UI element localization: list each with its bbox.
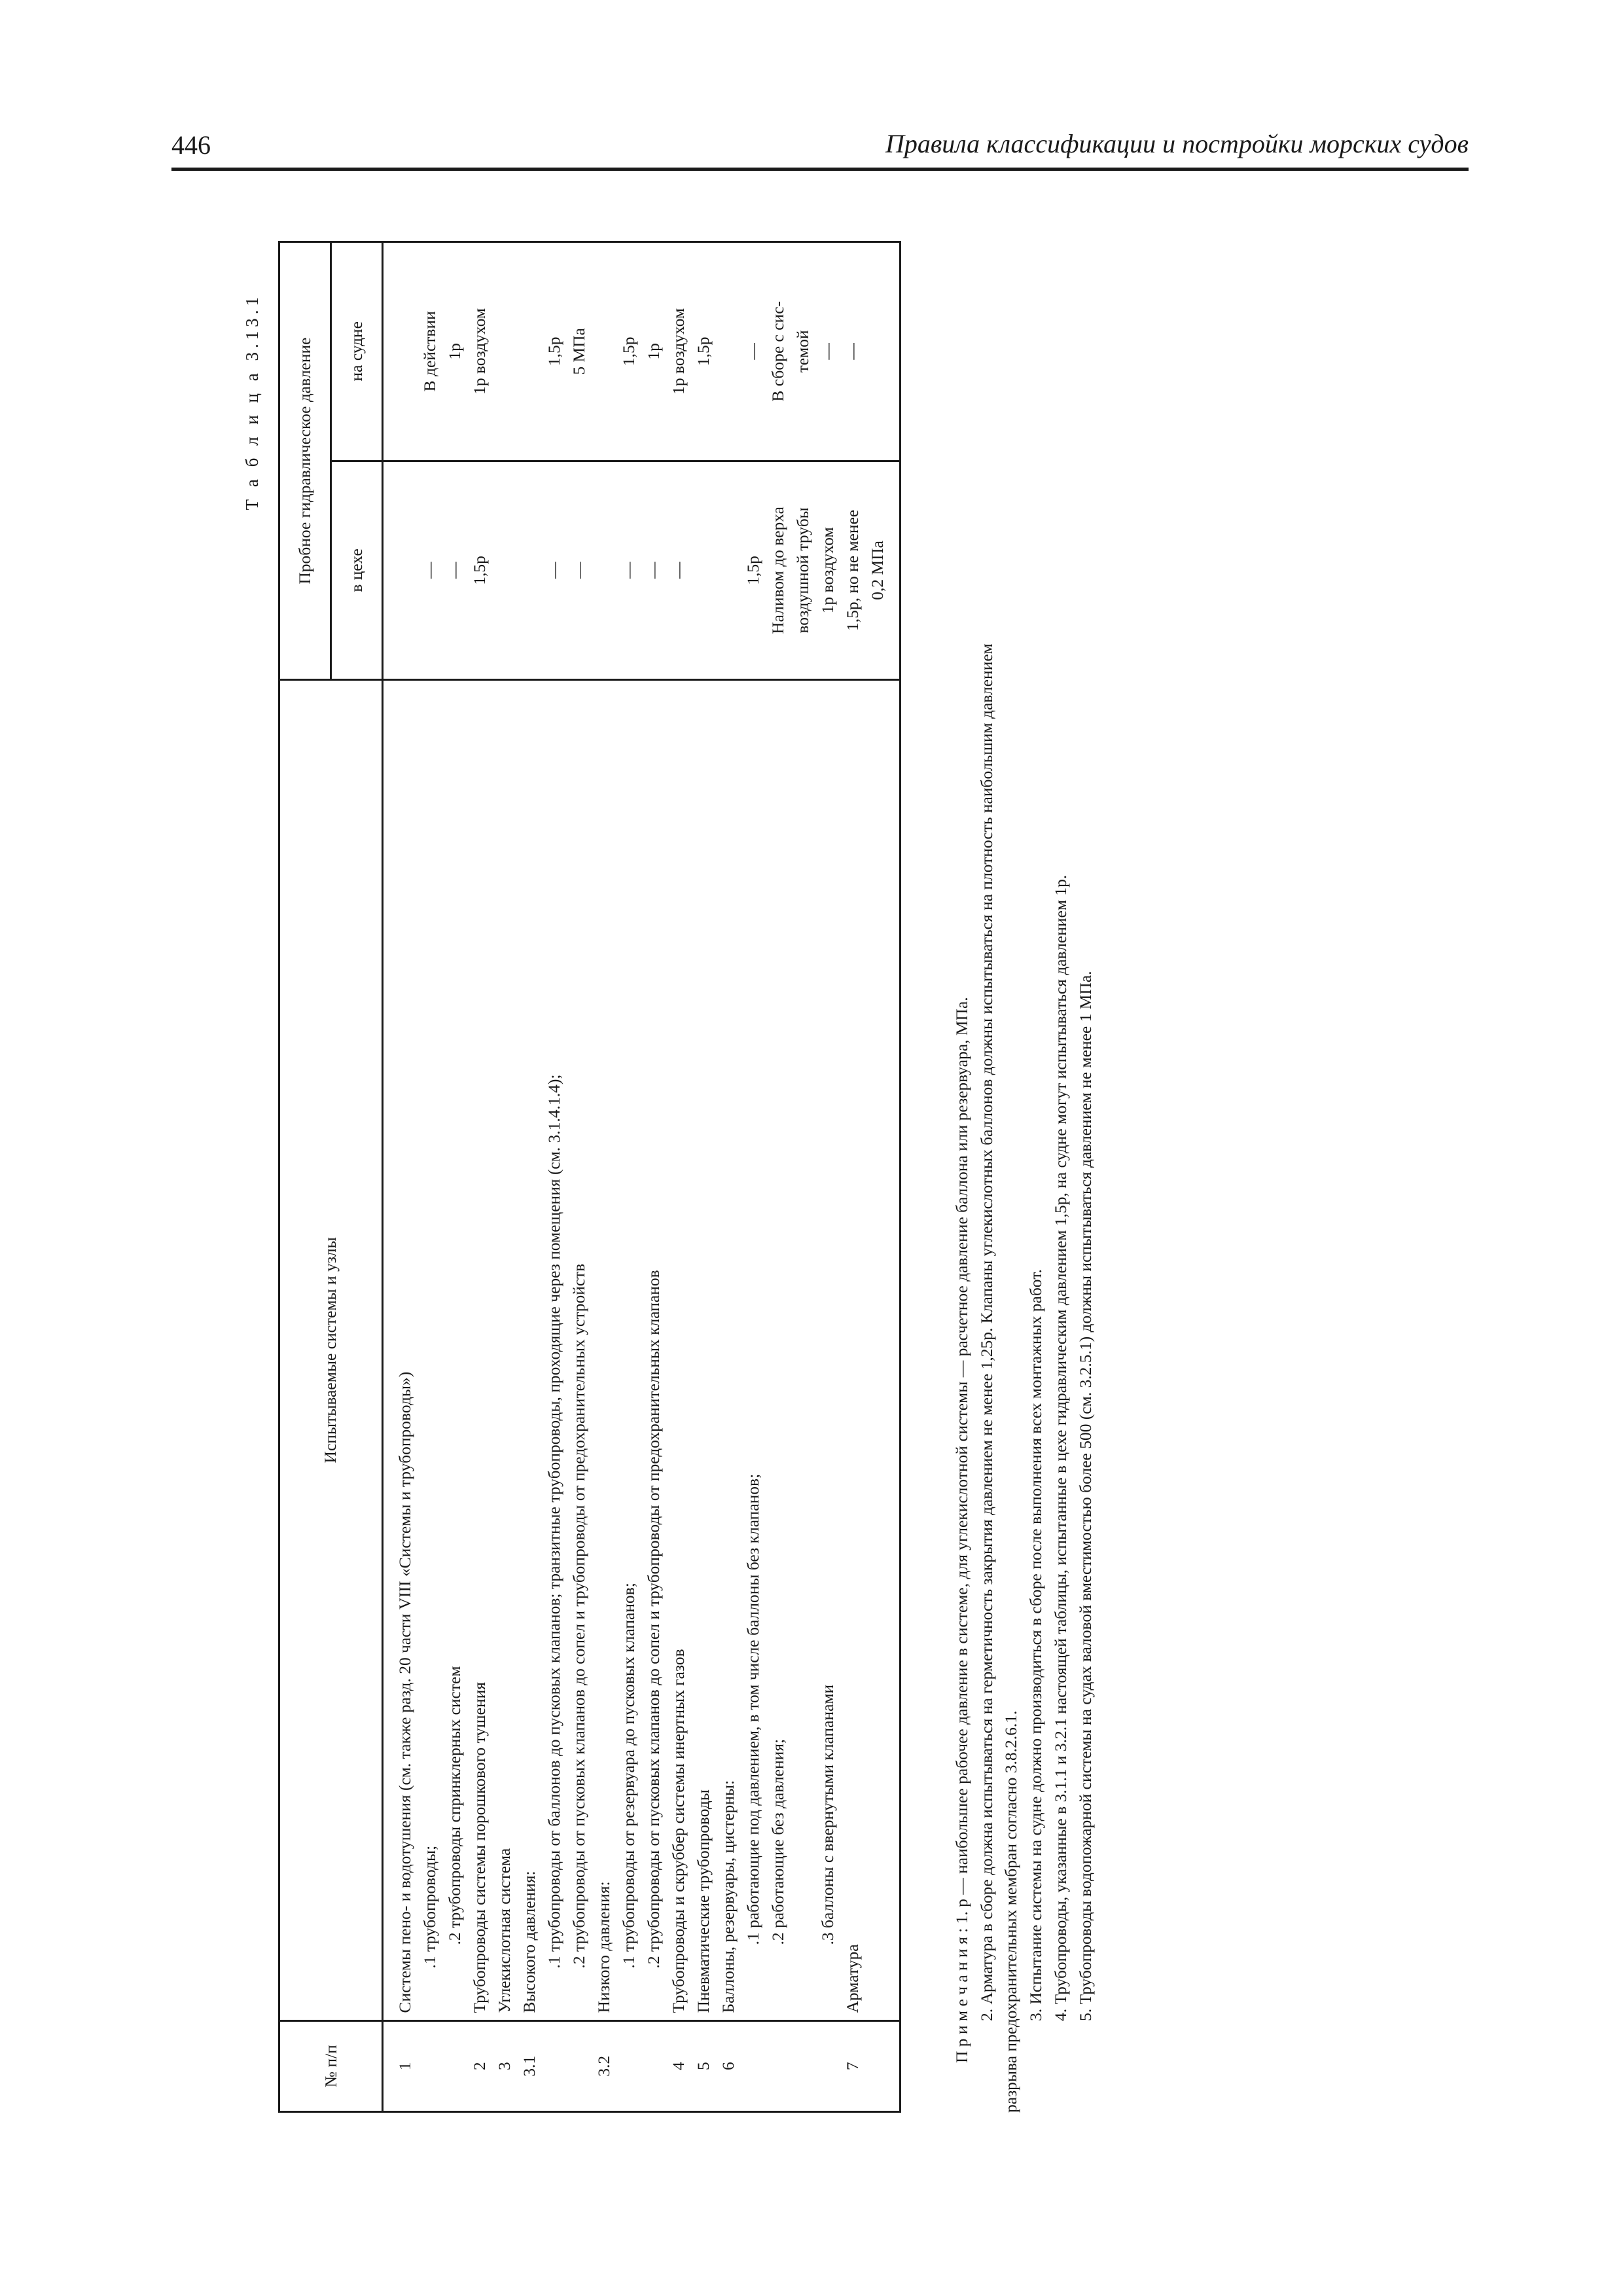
workshop-value: 0,2 МПа	[868, 541, 887, 600]
row-name: .2 работающие без давления;	[768, 1738, 787, 1945]
row-number: 2	[470, 2062, 489, 2071]
note-line: 2. Арматура в сборе должна испытываться на герметичность закрытия давлением не менее 1,25p. Клапаны углекислотных баллонов должны испытываться на плотность наибольшим давлением	[976, 643, 996, 2021]
onboard-value: В сборе с сис-	[768, 300, 787, 402]
page-number: 446	[171, 130, 211, 160]
workshop-value	[517, 469, 542, 673]
workshop-value: 1,5p	[743, 556, 762, 585]
row-name: .1 трубопроводы от баллонов до пусковых клапанов; транзитные трубопроводы, проходящие через помещения (см. 3.1.4.1.4);	[544, 1074, 563, 1969]
running-title: Правила классификации и постройки морских судов	[885, 129, 1469, 158]
row-number	[791, 2028, 815, 2104]
onboard-value	[393, 249, 418, 454]
header-workshop: в цехе	[331, 461, 383, 680]
workshop-value: —	[420, 562, 439, 579]
row-number: 4	[669, 2062, 688, 2071]
row-number	[542, 2028, 567, 2104]
onboard-value	[592, 249, 616, 454]
rotated-table-block	[239, 241, 1188, 2113]
workshop-value: воздушной трубы	[793, 507, 812, 634]
header-pressure: Пробное гидравлическое давление	[279, 242, 331, 680]
onboard-value: —	[818, 343, 837, 360]
row-number	[418, 2028, 442, 2104]
row-number: 3.2	[594, 2055, 613, 2077]
onboard-value: 5 МПа	[569, 328, 588, 375]
workshop-value: —	[644, 562, 663, 579]
workshop-value	[691, 469, 716, 673]
workshop-value	[592, 469, 616, 673]
row-name: Системы пено- и водотушения (см. также разд. 20 части VIII «Системы и трубопроводы»)	[395, 1371, 414, 2013]
row-name: .1 трубопроводы от резервуара до пусковых клапанов;	[619, 1583, 638, 1969]
workshop-value: 1p воздухом	[818, 527, 837, 614]
header-rule	[171, 168, 1469, 171]
row-name: Трубопроводы системы порошкового тушения	[470, 1681, 489, 2013]
note-line: 3. Испытание системы на судне должно производиться в сборе после выполнения всех монтажных работ.	[1026, 1269, 1046, 2021]
note-line: П р и м е ч а н и я : 1. p — наибольшее рабочее давление в системе, для углекислотной системы — расчетное давление баллона или резервуара, МПа.	[952, 997, 971, 2063]
onboard-value	[492, 249, 517, 454]
workshop-value: 1,5p, но не менее	[843, 509, 862, 632]
row-name: .2 трубопроводы от пусковых клапанов до сопел и трубопроводы от предохранительных клапанов	[644, 1270, 663, 1969]
onboard-value: темой	[793, 330, 812, 373]
row-name: .1 работающие под давлением, в том числе баллоны без клапанов;	[743, 1473, 762, 1945]
workshop-value: 1,5p	[470, 556, 489, 585]
onboard-value: 1,5p	[619, 336, 638, 367]
row-number: 7	[843, 2062, 862, 2071]
workshop-value	[716, 469, 741, 673]
row-name: Углекислотная система	[495, 1848, 514, 2013]
row-number: 3	[495, 2062, 514, 2071]
header-systems: Испытываемые системы и узлы	[279, 680, 383, 2020]
row-name: .1 трубопроводы;	[420, 1845, 439, 1969]
onboard-value: 1p воздухом	[669, 308, 688, 395]
onboard-value	[716, 249, 741, 454]
onboard-value: 1p	[644, 343, 663, 360]
onboard-value: —	[743, 343, 762, 360]
table-notes	[950, 241, 1097, 2113]
workshop-value: —	[569, 562, 588, 579]
onboard-value: 1,5p	[694, 336, 713, 367]
note-line: 4. Трубопроводы, указанные в 3.1.1 и 3.2.1 настоящей таблицы, испытанные в цехе гидравлическим давлением 1,5p, на судне могут испытываться давлением 1p.	[1050, 874, 1070, 2021]
row-number	[616, 2028, 641, 2104]
row-name: Пневматические трубопроводы	[694, 1789, 713, 2013]
row-name: Арматура	[843, 1944, 862, 2013]
workshop-value: —	[669, 562, 688, 579]
row-number: 3.1	[520, 2055, 539, 2077]
onboard-value: 1,5p	[544, 336, 563, 367]
onboard-value: В действии	[420, 311, 439, 392]
row-name: .3 баллоны с ввернутыми клапанами	[818, 1684, 837, 1945]
systems-column	[383, 680, 901, 2020]
onboard-column	[383, 242, 901, 461]
workshop-value: Наливом до верха	[768, 507, 787, 634]
row-number: 1	[395, 2062, 414, 2071]
workshop-value	[393, 469, 418, 673]
onboard-value: 1p	[445, 343, 464, 360]
row-number: 5	[694, 2062, 713, 2071]
row-name: Баллоны, резервуары, цистерны:	[719, 1780, 738, 2013]
number-column	[383, 2020, 901, 2111]
pressure-test-table	[278, 241, 901, 2113]
workshop-value: —	[544, 562, 563, 579]
header-number: № п/п	[279, 2020, 383, 2111]
row-name: Высокого давления:	[520, 1871, 539, 2013]
onboard-value	[517, 249, 542, 454]
workshop-value: —	[445, 562, 464, 579]
row-number	[766, 2028, 791, 2104]
workshop-value	[492, 469, 517, 673]
onboard-value: —	[843, 343, 862, 360]
header-onboard: на судне	[331, 242, 383, 461]
row-number	[442, 2028, 467, 2104]
note-line: разрыва предохранительных мембран согласно 3.8.2.6.1.	[1001, 1710, 1021, 2113]
row-name: .2 трубопроводы от пусковых клапанов до сопел и трубопроводы от предохранительных устройств	[569, 1263, 588, 1969]
workshop-column	[383, 461, 901, 680]
onboard-value: 1p воздухом	[470, 308, 489, 395]
workshop-value: —	[619, 562, 638, 579]
table-caption: Т а б л и ц а 3.13.1	[242, 293, 262, 511]
row-number	[815, 2028, 840, 2104]
row-name: .2 трубопроводы спринклерных систем	[445, 1666, 464, 1945]
note-line: 5. Трубопроводы водопожарной системы на судах валовой вместимостью более 500 (см. 3.2.5.1) должны испытываться давлением не менее 1 МПа.	[1075, 971, 1095, 2021]
row-name: Трубопроводы и скруббер системы инертных газов	[669, 1649, 688, 2013]
row-number	[641, 2028, 666, 2104]
row-name: Низкого давления:	[594, 1881, 613, 2013]
row-number	[567, 2028, 592, 2104]
row-number	[741, 2028, 766, 2104]
row-name	[791, 687, 815, 2013]
row-number: 6	[719, 2062, 738, 2071]
